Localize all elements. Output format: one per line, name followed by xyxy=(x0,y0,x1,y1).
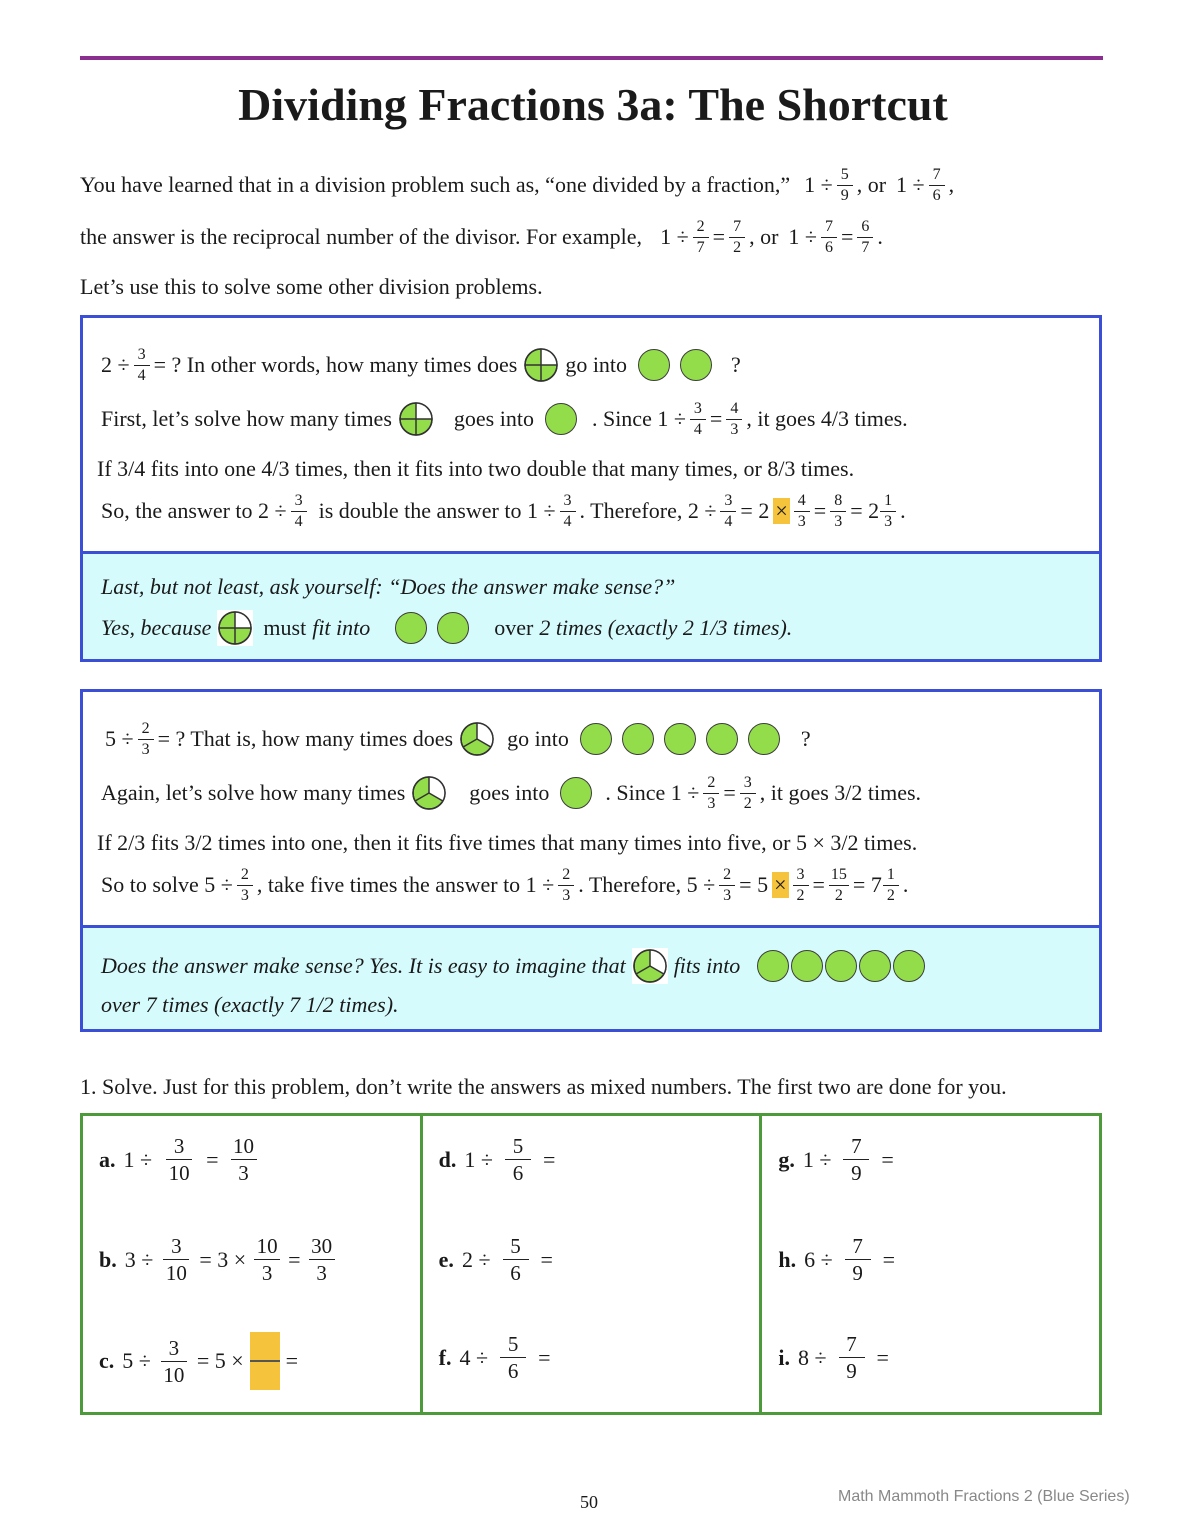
problem-e: e. 2 ÷ $\frac{5}{6}$ = xyxy=(438,1234,553,1285)
fraction: $\frac{15}{2}$ xyxy=(830,865,847,904)
fraction: $\frac{8}{3}$ xyxy=(830,492,846,531)
fraction: $\frac{7}{9}$ xyxy=(845,1234,871,1285)
whole-circle-icon xyxy=(680,349,712,381)
whole-circle-icon xyxy=(825,950,857,982)
fraction: $\frac{7}{6}$ xyxy=(821,218,837,257)
problem-a: a. 1 ÷ $\frac{3}{10}$ = $\frac{10}{3}$ xyxy=(99,1134,269,1185)
box2-row-4: So to solve 5 ÷ $\frac{2}{3}$ , take five times the answer to 1 ÷ $\frac{2}{3}$ . Therefore, 5 ÷ $\frac{2}{3}$ = 5 × $\frac{3}{2}$ = $\frac{15}{2}$ = 7 $\frac{1}{2}$ . xyxy=(101,865,909,904)
whole-circle-icon xyxy=(638,349,670,381)
exercise-column-2 xyxy=(420,1116,760,1412)
intro-line-3: Let’s use this to solve some other division problems. xyxy=(80,274,543,299)
fraction: $\frac{5}{6}$ xyxy=(505,1134,531,1185)
fraction: $\frac{3}{4}$ xyxy=(134,346,150,385)
page-title: Dividing Fractions 3a: The Shortcut xyxy=(238,79,948,130)
whole-circle-icon xyxy=(706,723,738,755)
example-box-2 xyxy=(80,689,1102,928)
fraction: $\frac{4}{3}$ xyxy=(726,400,742,439)
fraction: $\frac{3}{4}$ xyxy=(720,492,736,531)
fraction: $\frac{10}{3}$ xyxy=(254,1234,280,1285)
problem-i: i. 8 ÷ $\frac{7}{9}$ = xyxy=(778,1332,889,1383)
whole-circle-icon xyxy=(664,723,696,755)
third-pie-icon xyxy=(411,775,447,811)
exercise-grid xyxy=(80,1113,1102,1415)
whole-circle-icon xyxy=(791,950,823,982)
box1-row-4: So, the answer to 2 ÷ $\frac{3}{4}$ is double the answer to 1 ÷ $\frac{3}{4}$ . Therefore, 2 ÷ $\frac{3}{4}$ = 2 × $\frac{4}{3}$ = $\frac{8}{3}$ = 2 $\frac{1}{3}$ . xyxy=(101,491,906,530)
fraction: $\frac{3}{4}$ xyxy=(291,492,307,531)
problem-h: h. 6 ÷ $\frac{7}{9}$ = xyxy=(778,1234,896,1285)
fraction: $\frac{2}{7}$ xyxy=(693,218,709,257)
fraction: $\frac{3}{10}$ xyxy=(163,1234,189,1285)
fraction: $\frac{1}{3}$ xyxy=(880,492,896,531)
times-sign-highlight: × xyxy=(775,498,788,523)
box2-row-2: Again, let’s solve how many times goes into . Since 1 ÷ $\frac{2}{3}$ = $\frac{3}{2}$ , it goes 3/2 times. xyxy=(101,773,922,812)
problem-g: g. 1 ÷ $\frac{7}{9}$ = xyxy=(778,1134,894,1185)
whole-circle-icon xyxy=(437,612,469,644)
box2-row-3: If 2/3 fits 3/2 times into one, then it fits five times that many times into five, or 5 × 3/2 times. xyxy=(97,830,918,855)
third-pie-icon xyxy=(632,948,668,984)
fraction: $\frac{3}{2}$ xyxy=(740,774,756,813)
fraction: $\frac{2}{3}$ xyxy=(558,866,574,905)
quarter-pie-icon xyxy=(523,347,559,383)
page-number: 50 xyxy=(580,1492,598,1512)
problem-f: f. 4 ÷ $\frac{5}{6}$ = xyxy=(438,1332,551,1383)
third-pie-icon xyxy=(459,721,495,757)
answer-blank-fraction[interactable] xyxy=(250,1332,280,1390)
fraction: $\frac{5}{6}$ xyxy=(500,1332,526,1383)
top-rule xyxy=(80,56,1103,60)
fraction: $\frac{3}{4}$ xyxy=(690,400,706,439)
fraction: $\frac{1}{2}$ xyxy=(883,866,899,905)
fraction: $\frac{2}{3}$ xyxy=(138,720,154,759)
whole-circle-icon xyxy=(757,950,789,982)
sense-check-box-1 xyxy=(80,551,1102,662)
whole-circle-icon xyxy=(748,723,780,755)
box1-row-1: 2 ÷ $\frac{3}{4}$ = ? In other words, how many times does go into ? xyxy=(101,345,741,384)
fraction: $\frac{7}{9}$ xyxy=(839,1332,865,1383)
whole-circle-icon xyxy=(893,950,925,982)
fraction: $\frac{3}{4}$ xyxy=(560,492,576,531)
fraction: $\frac{3}{10}$ xyxy=(166,1134,192,1185)
whole-circle-icon xyxy=(622,723,654,755)
whole-circle-icon xyxy=(580,723,612,755)
exercise-column-1 xyxy=(83,1116,420,1412)
footer-credit: Math Mammoth Fractions 2 (Blue Series) xyxy=(838,1488,1130,1505)
fraction: $\frac{7}{9}$ xyxy=(843,1134,869,1185)
whole-circle-icon xyxy=(395,612,427,644)
fraction: $\frac{3}{10}$ xyxy=(161,1336,187,1387)
problem-b: b. 3 ÷ $\frac{3}{10}$ = 3 × $\frac{10}{3}$ = $\frac{30}{3}$ xyxy=(99,1234,343,1285)
fraction: $\frac{7}{2}$ xyxy=(729,218,745,257)
quarter-pie-icon xyxy=(217,610,253,646)
exercise-instruction: 1. Solve. Just for this problem, don’t write the answers as mixed numbers. The first two are done for you. xyxy=(80,1074,1007,1099)
box2-row-1: 5 ÷ $\frac{2}{3}$ = ? That is, how many times does go into ? xyxy=(105,719,811,758)
fraction: $\frac{7}{6}$ xyxy=(929,166,945,205)
box1-row-2: First, let’s solve how many times goes into . Since 1 ÷ $\frac{3}{4}$ = $\frac{4}{3}$ , it goes 4/3 times. xyxy=(101,399,908,438)
fraction: $\frac{5}{9}$ xyxy=(837,166,853,205)
whole-circle-icon xyxy=(859,950,891,982)
sense-check-box-2 xyxy=(80,925,1102,1032)
box2-sense-line-2: over 7 times (exactly 7 1/2 times). xyxy=(101,992,399,1017)
times-sign-highlight: × xyxy=(774,872,787,897)
fraction: $\frac{2}{3}$ xyxy=(719,866,735,905)
quarter-pie-icon xyxy=(398,401,434,437)
fraction: $\frac{10}{3}$ xyxy=(231,1134,257,1185)
whole-circle-icon xyxy=(545,403,577,435)
box2-sense-line-1: Does the answer make sense? Yes. It is easy to imagine that fits into xyxy=(101,946,926,986)
box1-row-3: If 3/4 fits into one 4/3 times, then it fits into two double that many times, or 8/3 times. xyxy=(97,456,855,481)
fraction: $\frac{2}{3}$ xyxy=(237,866,253,905)
box1-sense-line-1: Last, but not least, ask yourself: “Does the answer make sense?” xyxy=(101,574,676,599)
fraction: $\frac{4}{3}$ xyxy=(794,492,810,531)
box1-sense-line-2: Yes, because must fit into over 2 times (exactly 2 1/3 times). xyxy=(101,608,792,648)
fraction: $\frac{5}{6}$ xyxy=(503,1234,529,1285)
intro-line-2: the answer is the reciprocal number of the divisor. For example, 1 ÷ $\frac{2}{7}$ = $\frac{7}{2}$ , or 1 ÷ $\frac{7}{6}$ = $\frac{6}{7}$ . xyxy=(80,217,883,256)
intro-line-1: You have learned that in a division problem such as, “one divided by a fraction,” 1 ÷ $\frac{5}{9}$ , or 1 ÷ $\frac{7}{6}$ , xyxy=(80,165,955,204)
fraction: $\frac{3}{2}$ xyxy=(793,866,809,905)
fraction: $\frac{30}{3}$ xyxy=(309,1234,335,1285)
problem-d: d. 1 ÷ $\frac{5}{6}$ = xyxy=(438,1134,556,1185)
example-box-1 xyxy=(80,315,1102,554)
problem-c: c. 5 ÷ $\frac{3}{10}$ = 5 × = xyxy=(99,1332,298,1390)
fraction: $\frac{2}{3}$ xyxy=(703,774,719,813)
fraction: $\frac{6}{7}$ xyxy=(857,218,873,257)
whole-circle-icon xyxy=(560,777,592,809)
exercise-column-3 xyxy=(759,1116,1099,1412)
